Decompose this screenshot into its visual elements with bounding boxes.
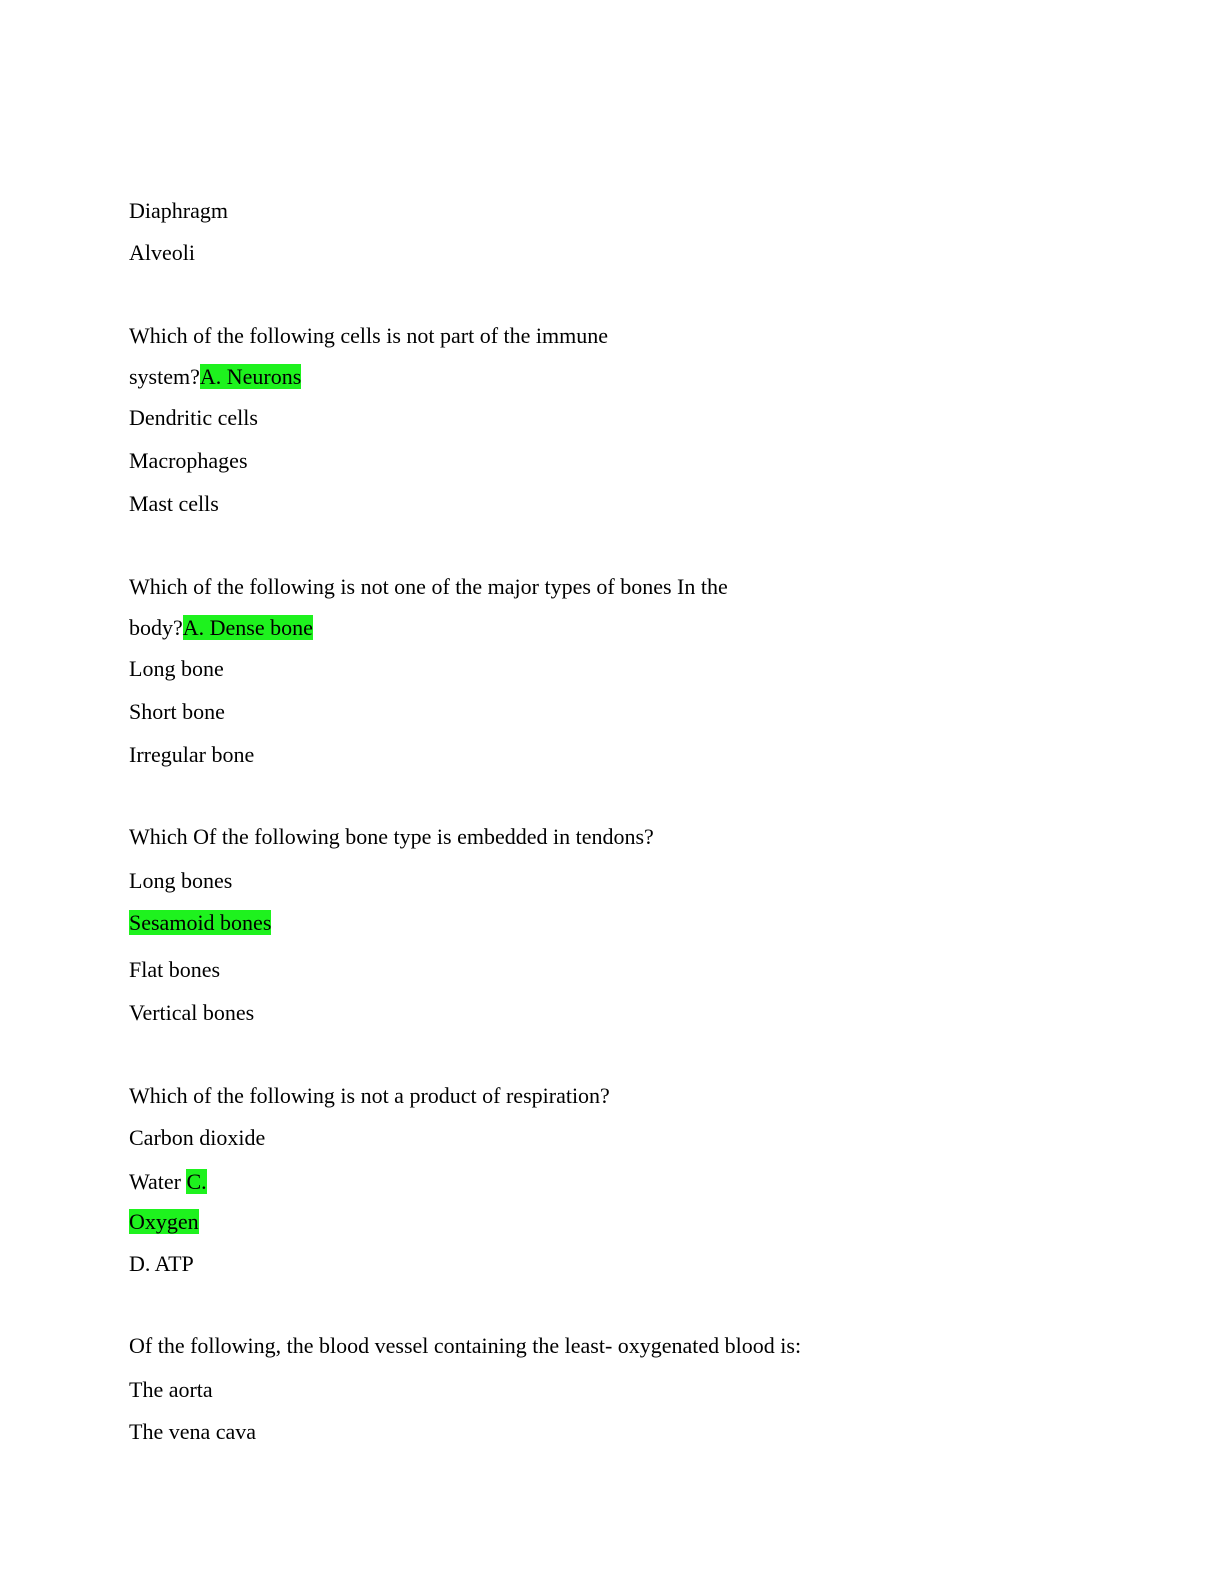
question-text-end: system? (129, 364, 200, 389)
answer-option: Short bone (129, 699, 225, 724)
question-text-continued (129, 614, 313, 642)
highlighted-answer: Sesamoid bones (129, 910, 272, 935)
question-text-end: body? (129, 615, 183, 640)
answer-option: Carbon dioxide (129, 1125, 266, 1150)
answer-option: Flat bones (129, 957, 221, 982)
answer-option (129, 909, 271, 937)
question-text-continued (129, 363, 301, 391)
answer-option: The vena cava (129, 1419, 257, 1444)
answer-option (129, 1168, 207, 1196)
answer-option: The aorta (129, 1377, 213, 1402)
question-text: Which of the following is not a product of respiration? (129, 1083, 610, 1108)
answer-option-text: Water (129, 1169, 187, 1194)
question-text: Which Of the following bone type is embedded in tendons? (129, 824, 654, 849)
highlighted-answer: A. Neurons (199, 364, 302, 389)
answer-option: Alveoli (129, 240, 195, 265)
question-text: Which of the following is not one of the major types of bones In the (129, 574, 728, 599)
answer-option: D. ATP (129, 1251, 194, 1276)
answer-option: Vertical bones (129, 1000, 255, 1025)
answer-option: Dendritic cells (129, 405, 258, 430)
highlighted-answer: Oxygen (129, 1209, 199, 1234)
answer-option: Macrophages (129, 448, 248, 473)
question-text: Of the following, the blood vessel containing the least- oxygenated blood is: (129, 1333, 802, 1358)
answer-option: Mast cells (129, 491, 219, 516)
answer-option (129, 1208, 199, 1236)
answer-option: Irregular bone (129, 742, 255, 767)
highlighted-answer: A. Dense bone (182, 615, 313, 640)
question-text: Which of the following cells is not part of the immune (129, 323, 609, 348)
answer-option: Diaphragm (129, 198, 228, 223)
highlighted-answer: C. (186, 1169, 207, 1194)
answer-option: Long bone (129, 656, 224, 681)
answer-option: Long bones (129, 868, 233, 893)
